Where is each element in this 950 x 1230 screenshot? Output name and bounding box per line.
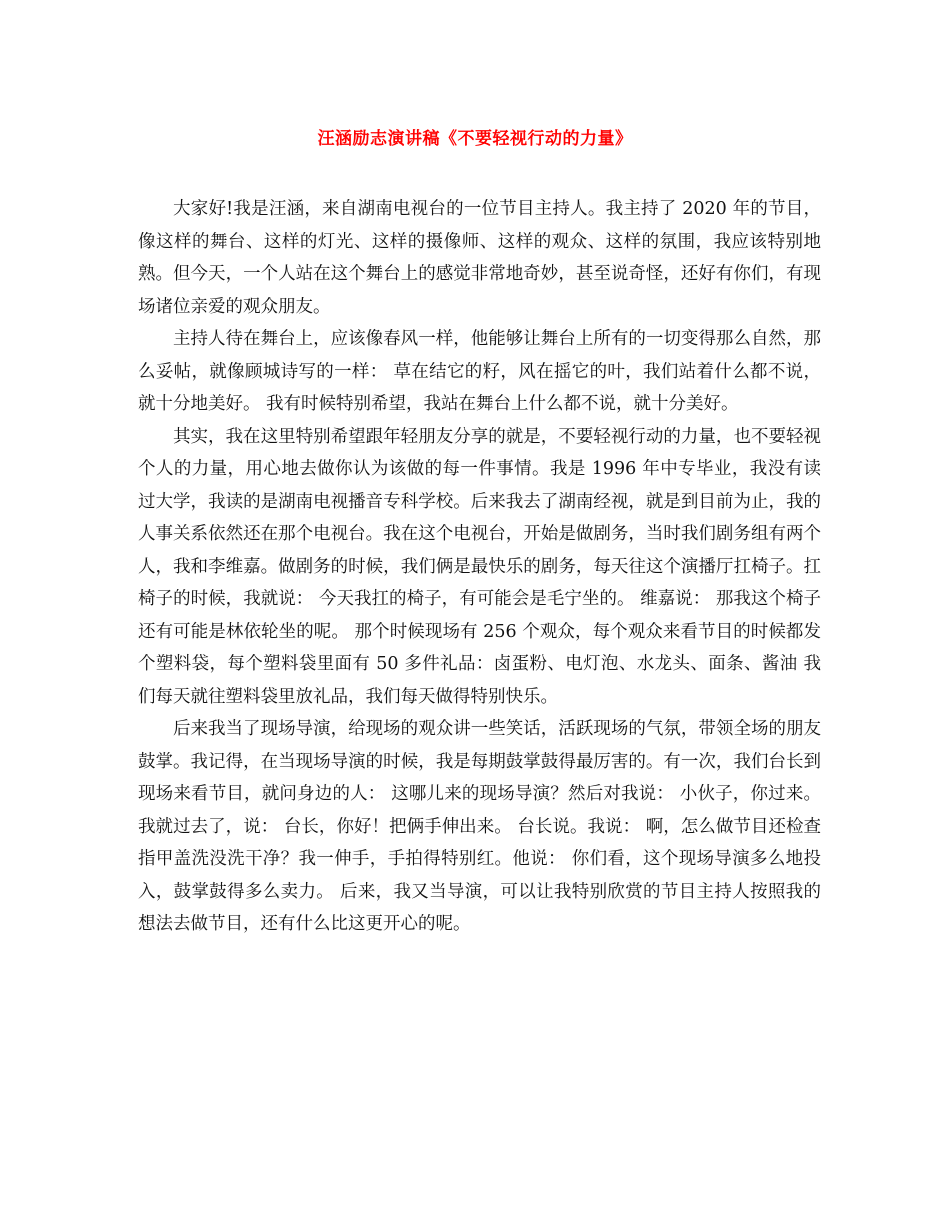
paragraph-field-director: 后来我当了现场导演，给现场的观众讲一些笑话，活跃现场的气氛，带领全场的朋友鼓掌。我记得，在当现场导演的时候，我是每期鼓掌鼓得最厉害的。有一次，我们台长到现场来看节目，就问身边的人： 这哪儿来的现场导演？然后对我说： 小伙子，你过来。 我就过去了，说： 台长，你好！把俩手伸出来。 台长说。我说： 啊，怎么做节目还检查指甲盖洗没洗干净？我一伸手，手拍得特别红。他说： 你们看，这个现场导演多么地投入，鼓掌鼓得多么卖力。 后来，我又当导演，可以让我特别欣赏的节目主持人按照我的想法去做节目，还有什么比这更开心的呢。 — [138, 719, 821, 934]
document-body — [138, 193, 821, 941]
document-title: 汪涵励志演讲稿《不要轻视行动的力量》 — [317, 129, 633, 149]
paragraph-greeting: 大家好!我是汪涵，来自湖南电视台的一位节目主持人。我主持了 2020 年的节目，像这样的舞台、这样的灯光、这样的摄像师、这样的观众、这样的氛围，我应该特别地熟。但今天，一个人站在这个舞台上的感觉非常地奇妙，甚至说奇怪，还好有你们，有现场诸位亲爱的观众朋友。 — [138, 199, 821, 317]
paragraph-power-of-action: 其实，我在这里特别希望跟年轻朋友分享的就是，不要轻视行动的力量，也不要轻视个人的力量，用心地去做你认为该做的每一件事情。我是 1996 年中专毕业，我没有读过大学，我读的是湖南电视播音专科学校。后来我去了湖南经视，就是到目前为止，我的人事关系依然还在那个电视台。我在这个电视台，开始是做剧务，当时我们剧务组有两个人，我和李维嘉。做剧务的时候，我们俩是最快乐的剧务，每天往这个演播厅扛椅子。扛椅子的时候，我就说： 今天我扛的椅子，有可能会是毛宁坐的。 维嘉说： 那我这个椅子还有可能是林依轮坐的呢。 那个时候现场有 256 个观众，每个观众来看节目的时候都发个塑料袋，每个塑料袋里面有 50 多件礼品：卤蛋粉、电灯泡、水龙头、面条、酱油 我们每天就往塑料袋里放礼品，我们每天做得特别快乐。 — [138, 426, 821, 707]
paragraph-host-on-stage: 主持人待在舞台上，应该像春风一样，他能够让舞台上所有的一切变得那么自然，那么妥帖，就像顾城诗写的一样： 草在结它的籽，风在摇它的叶，我们站着什么都不说，就十分地美好。 我有时候特别希望，我站在舞台上什么都不说，就十分美好。 — [138, 329, 821, 414]
